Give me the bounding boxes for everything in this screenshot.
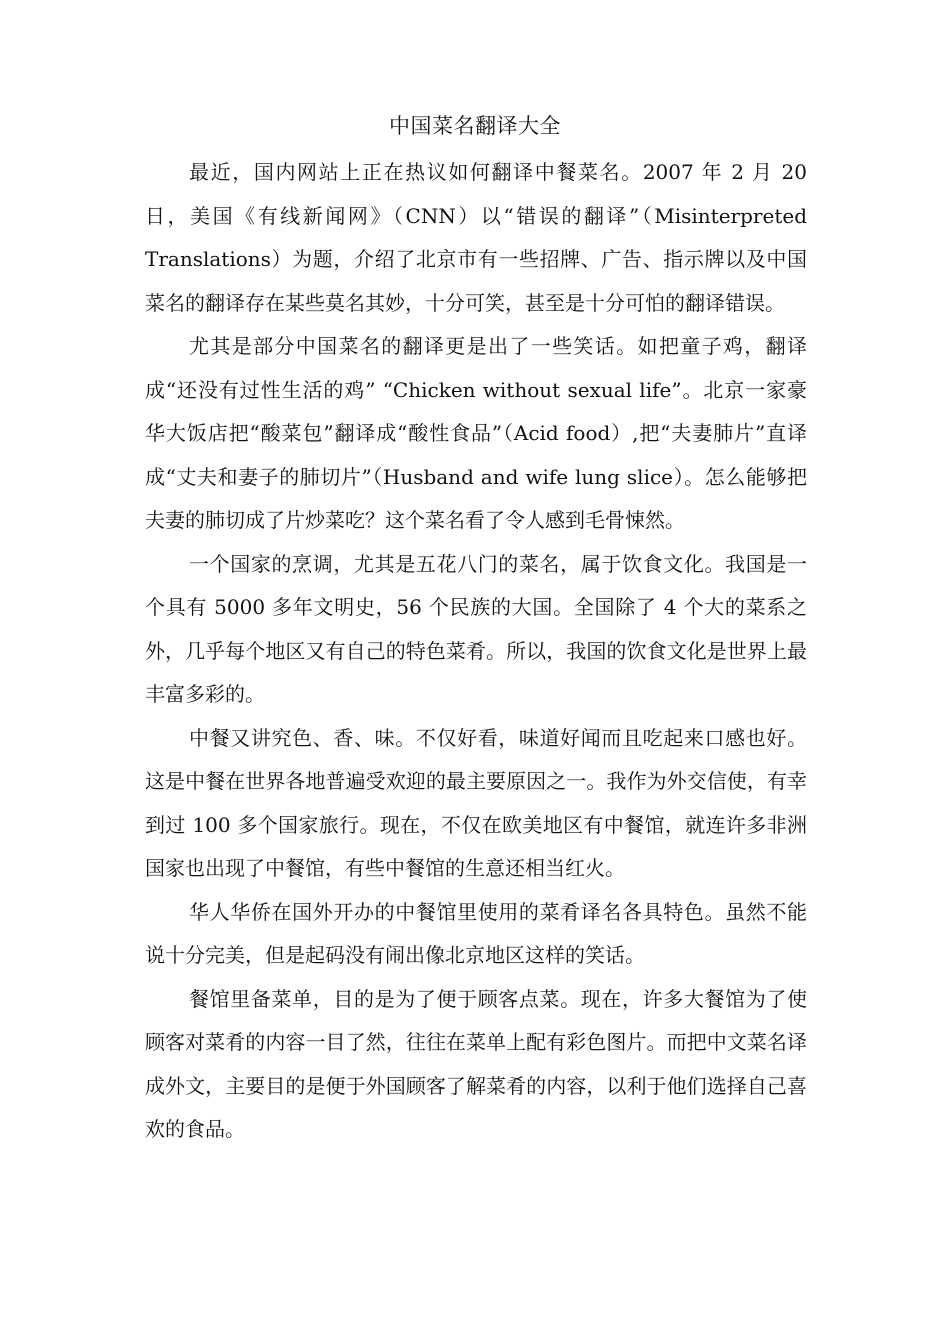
paragraph-1: 最近，国内网站上正在热议如何翻译中餐菜名。2007 年 2 月 20 日，美国《有线新闻网》（CNN）以“错误的翻译”（Misinterpreted Translations）为题，介绍了北京市有一些招牌、广告、指示牌以及中国菜名的翻译存在某些莫名其妙，十分可笑，甚至是十分可怕的翻译错误。 xyxy=(145,160,807,315)
paragraph-6: 餐馆里备菜单，目的是为了便于顾客点菜。现在，许多大餐馆为了使顾客对菜肴的内容一目了然，往往在菜单上配有彩色图片。而把中文菜名译成外文，主要目的是便于外国顾客了解菜肴的内容，以利于他们选择自己喜欢的食品。 xyxy=(145,986,807,1141)
document-title: 中国菜名翻译大全 xyxy=(389,114,561,138)
paragraph-5: 华人华侨在国外开办的中餐馆里使用的菜肴译名各具特色。虽然不能说十分完美，但是起码没有闹出像北京地区这样的笑话。 xyxy=(145,899,807,967)
paragraph-4: 中餐又讲究色、香、味。不仅好看，味道好闻而且吃起来口感也好。这是中餐在世界各地普遍受欢迎的最主要原因之一。我作为外交信使，有幸到过 100 多个国家旅行。现在，不仅在欧美地区有中餐馆，就连许多非洲国家也出现了中餐馆，有些中餐馆的生意还相当红火。 xyxy=(145,725,807,880)
paragraph-3: 一个国家的烹调，尤其是五花八门的菜名，属于饮食文化。我国是一个具有 5000 多年文明史，56 个民族的大国。全国除了 4 个大的菜系之外，几乎每个地区又有自己的特色菜肴。所以，我国的饮食文化是世界上最丰富多彩的。 xyxy=(145,551,807,706)
document-body xyxy=(145,151,807,1152)
paragraph-2: 尤其是部分中国菜名的翻译更是出了一些笑话。如把童子鸡，翻译成“还没有过性生活的鸡” “Chicken without sexual life”。北京一家豪华大饭店把“酸菜包”翻译成“酸性食品”（Acid food）,把“夫妻肺片”直译成“丈夫和妻子的肺切片”（Husband and wife lung slice）。怎么能够把夫妻的肺切成了片炒菜吃？这个菜名看了令人感到毛骨悚然。 xyxy=(145,334,807,532)
